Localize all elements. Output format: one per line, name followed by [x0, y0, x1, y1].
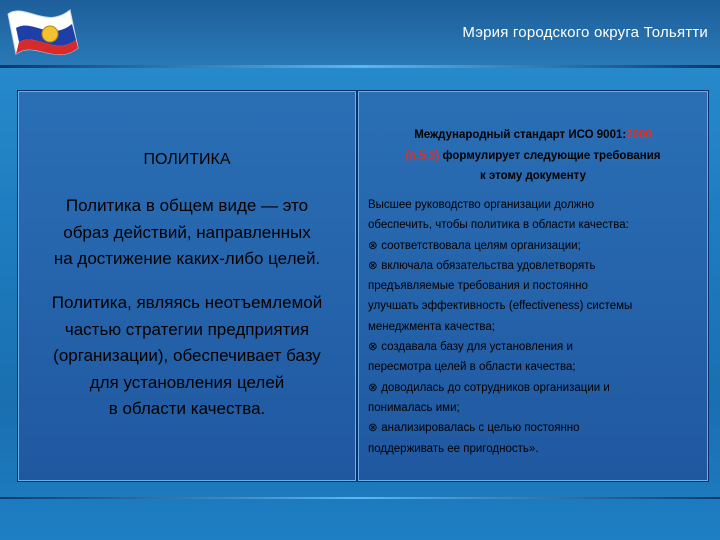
- bullet-icon: ⊗: [368, 422, 378, 435]
- text-line: образ действий, направленных: [63, 222, 311, 242]
- standard-panel: [357, 90, 709, 482]
- list-item: ⊗ включала обязательства удовлетворять: [368, 256, 703, 276]
- text-line: для установления целей: [89, 372, 285, 392]
- list-item: ⊗ анализировалась с целью постоянно: [368, 418, 703, 438]
- policy-role: [24, 290, 350, 423]
- bullet-icon: ⊗: [368, 239, 378, 252]
- heading-text: формулирует следующие требования: [439, 149, 661, 162]
- text-line: Политика, являясь неотъемлемой: [51, 293, 323, 312]
- policy-heading: ПОЛИТИКА: [143, 151, 231, 168]
- requirements-list: [368, 195, 703, 459]
- text-line: менеджмента качества;: [368, 320, 495, 333]
- text-line: обеспечить, чтобы политика в области качества:: [368, 219, 629, 232]
- flag-logo-icon: [0, 0, 100, 70]
- heading-text: Международный стандарт ИСО 9001:: [414, 129, 627, 141]
- standard-heading: [368, 125, 698, 187]
- text-line: (организации), обеспечивает базу: [53, 346, 321, 365]
- standard-clause: (п.5.3): [405, 149, 440, 162]
- bullet-icon: ⊗: [368, 381, 378, 394]
- bullet-icon: ⊗: [368, 341, 378, 354]
- list-item: ⊗ соответствовала целям организации;: [368, 236, 703, 256]
- heading-text: к этому документу: [480, 170, 586, 182]
- page-title: Мэрия городского округа Тольятти: [462, 24, 708, 41]
- text-line: улучшать эффективность (effectiveness) системы: [368, 300, 633, 313]
- text-line: частью стратегии предприятия: [64, 319, 310, 339]
- text-line: пересмотра целей в области качества;: [368, 361, 576, 374]
- policy-definition: [24, 193, 350, 273]
- text-line: Высшее руководство организации должно: [368, 199, 595, 211]
- text-line: на достижение каких-либо целей.: [53, 249, 321, 268]
- text-line: понималась ими;: [368, 401, 460, 414]
- text-line: в области качества.: [108, 399, 266, 418]
- text-line: предъявляемые требования и постоянно: [368, 280, 588, 293]
- list-item: ⊗ создавала базу для установления и: [368, 337, 703, 357]
- policy-panel: [17, 90, 357, 482]
- standard-year: 2000: [626, 129, 652, 141]
- bullet-icon: ⊗: [368, 259, 378, 272]
- text-line: поддерживать ее пригодность».: [368, 442, 539, 455]
- list-item: ⊗ доводилась до сотрудников организации и: [368, 378, 703, 398]
- header-divider: [0, 65, 720, 68]
- text-line: Политика в общем виде — это: [65, 196, 309, 215]
- footer-divider: [0, 497, 720, 499]
